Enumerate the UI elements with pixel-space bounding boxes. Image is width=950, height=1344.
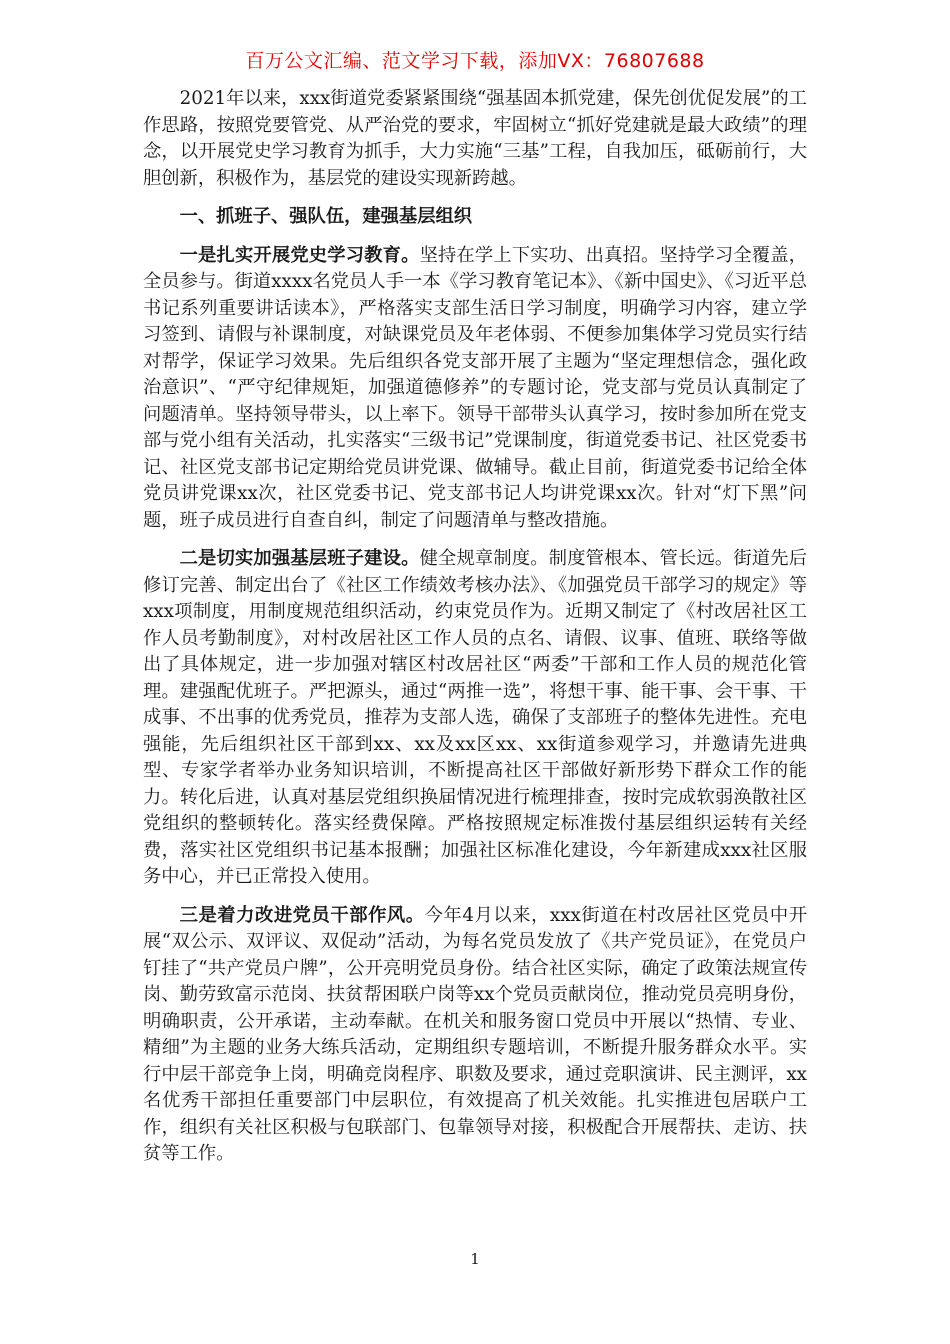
item-lead: 一是扎实开展党史学习教育。 — [179, 244, 420, 266]
item-lead: 三是着力改进党员干部作风。 — [179, 904, 425, 926]
section-heading: 一、抓班子、强队伍，建强基层组织 — [179, 206, 473, 227]
item-lead: 二是切实加强基层班子建设。 — [179, 548, 420, 569]
item-text: 坚持在学上下实功、出真招。坚持学习全覆盖，全员参与。街道xxxx名党员人手一本《学习教育笔记本》、《新中国史》、《习近平总书记系列重要讲话读本》，严格落实支部生活日学习制度，明确学习内容，建立学习签到、请假与补课制度，对缺课党员及年老体弱、不便参加集体学习党员实行结对帮学，保证学习效果。先后组织各党支部开展了主题为“坚定理想信念，强化政治意识”、“严守纪律规矩，加强道德修养”的专题讨论，党支部与党员认真制定了问题清单。坚持领导带头，以上率下。领导干部带头认真学习，按时参加所在党支部与党小组有关活动，扎实落实“三级书记”党课制度，街道党委书记、社区党委书记、社区党支部书记定期给党员讲党课、做辅导。截止目前，街道党委书记给全体党员讲党课xx次，社区党委书记、党支部书记人均讲党课xx次。针对“灯下黑”问题，班子成员进行自查自纠，制定了问题清单与整改措施。 — [143, 244, 808, 531]
header-banner: 百万公文汇编、范文学习下载，添加VX：76807688 — [245, 50, 705, 72]
document-body — [143, 86, 807, 1168]
page-number: 1 — [470, 1250, 480, 1268]
paragraph-item-3 — [143, 903, 807, 1168]
intro-paragraph: 2021年以来，xxx街道党委紧紧围绕“强基固本抓党建，保先创优促发展”的工作思路，按照党要管党、从严治党的要求，牢固树立“抓好党建就是最大政绩”的理念，以开展党史学习教育为抓手，大力实施“三基”工程，自我加压，砥砺前行，大胆创新，积极作为，基层党的建设实现新跨越。 — [143, 88, 807, 189]
item-text: 今年4月以来，xxx街道在村改居社区党员中开展“双公示、双评议、双促动”活动，为每名党员发放了《共产党员证》，在党员户钉挂了“共产党员户牌”，公开亮明党员身份。结合社区实际，确定了政策法规宣传岗、勤劳致富示范岗、扶贫帮困联户岗等xx个党员贡献岗位，推动党员亮明身份，明确职责，公开承诺，主动奉献。在机关和服务窗口党员中开展以“热情、专业、精细”为主题的业务大练兵活动，定期组织专题培训，不断提升服务群众水平。实行中层干部竞争上岗，明确竞岗程序、职数及要求，通过竞职演讲、民主测评，xx名优秀干部担任重要部门中层职位，有效提高了机关效能。扎实推进包居联户工作，组织有关社区积极与包联部门、包靠领导对接，积极配合开展帮扶、走访、扶贫等工作。 — [143, 904, 808, 1164]
paragraph-item-1 — [143, 243, 807, 535]
item-text: 健全规章制度。制度管根本、管长远。街道先后修订完善、制定出台了《社区工作绩效考核办法》、《加强党员干部学习的规定》等xxx项制度，用制度规范组织活动，约束党员作为。近期又制定了《村改居社区工作人员考勤制度》，对村改居社区工作人员的点名、请假、议事、值班、联络等做出了具体规定，进一步加强对辖区村改居社区“两委”干部和工作人员的规范化管理。建强配优班子。严把源头，通过“两推一选”，将想干事、能干事、会干事、干成事、不出事的优秀党员，推荐为支部人选，确保了支部班子的整体先进性。充电强能，先后组织社区干部到xx、xx及xx区xx、xx街道参观学习，并邀请先进典型、专家学者举办业务知识培训，不断提高社区干部做好新形势下群众工作的能力。转化后进，认真对基层党组织换届情况进行梳理排查，按时完成软弱涣散社区党组织的整顿转化。落实经费保障。严格按照规定标准拨付基层组织运转有关经费，落实社区党组织书记基本报酬；加强社区标准化建设，今年新建成xxx社区服务中心，并已正常投入使用。 — [143, 548, 808, 887]
paragraph-item-2 — [143, 546, 807, 891]
